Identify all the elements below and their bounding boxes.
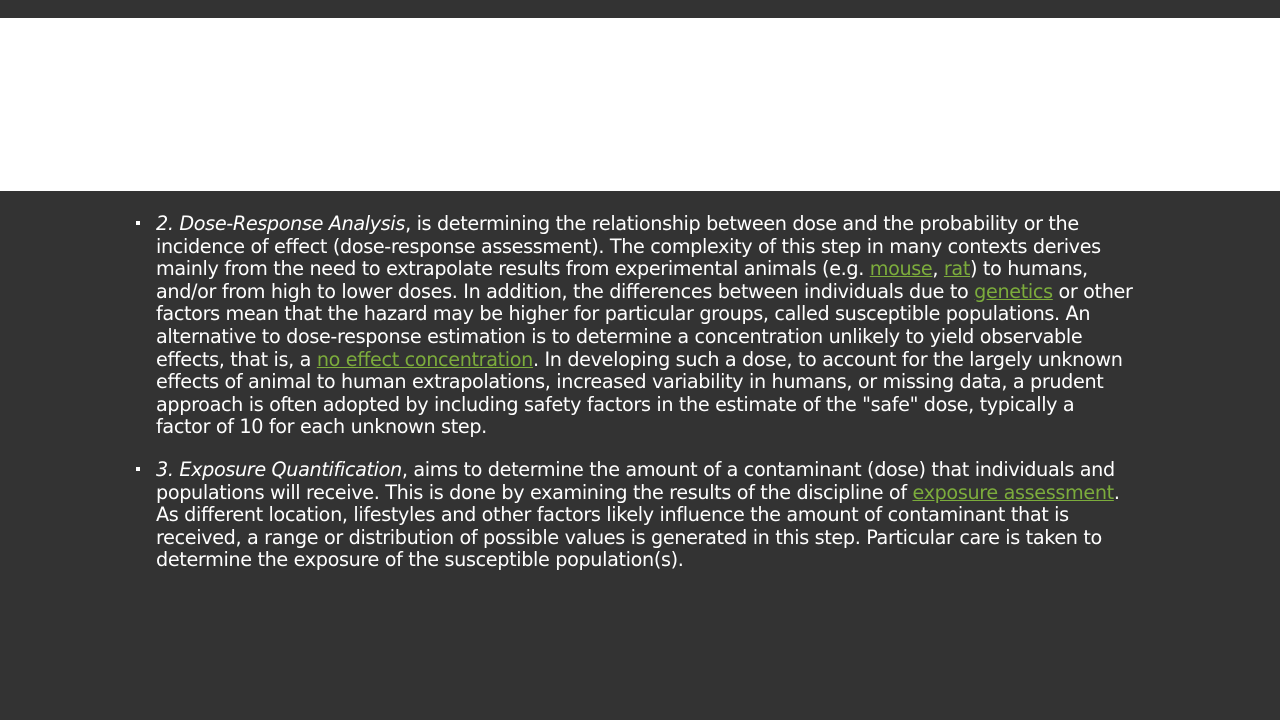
body-text: . In developing such a dose, to account for the largely unknown effects of animal to human extrapolations, increased variability in humans, or missing data, a prudent approach is often adopted by including safety factors in the estimate of the "safe" dose, typically a factor of 10 for each unknown step. [156, 347, 1123, 439]
body-text: , aims to determine the amount of a contaminant (dose) that individuals and populations will receive. This is done by examining the results of the discipline of [156, 457, 1115, 504]
body-text: or other factors mean that the hazard may be higher for particular groups, called susceptible populations. An alternative to dose-response estimation is to determine a concentration unlikely to yield observable effects, that is, a [156, 279, 1133, 371]
slide-body [0, 191, 1280, 720]
link-genetics[interactable]: genetics [974, 279, 1053, 303]
link-mouse[interactable]: mouse [869, 257, 933, 281]
body-text: , is determining the relationship between dose and the probability or the incidence of effect (dose-response assessment). The complexity of this step in many contexts derives mainly from the need to extrapolate results from experimental animals (e.g. [156, 212, 1101, 281]
top-bar [0, 0, 1280, 18]
term-dose-response: 2. Dose-Response Analysis [156, 212, 406, 235]
bullet-item-dose-response [134, 213, 1134, 439]
bullet-item-exposure-quantification [134, 459, 1134, 572]
title-band [0, 18, 1280, 191]
link-rat[interactable]: rat [943, 257, 971, 281]
link-exposure-assessment[interactable]: exposure assessment [912, 480, 1114, 504]
body-text: ) to humans, and/or from high to lower doses. In addition, the differences between individuals due to [156, 257, 1088, 303]
bullet-list [134, 213, 1134, 592]
link-no-effect-concentration[interactable]: no effect concentration [316, 347, 533, 371]
square-bullet-icon [136, 221, 140, 225]
term-exposure-quantification: 3. Exposure Quantification [156, 457, 402, 481]
body-text: . As different location, lifestyles and other factors likely influence the amount of contaminant that is received, a range or distribution of possible values is generated in this step. Particular care is taken to determine the exposure of the susceptible population(s). [156, 480, 1120, 572]
square-bullet-icon [136, 467, 140, 471]
body-text: , [932, 257, 944, 281]
